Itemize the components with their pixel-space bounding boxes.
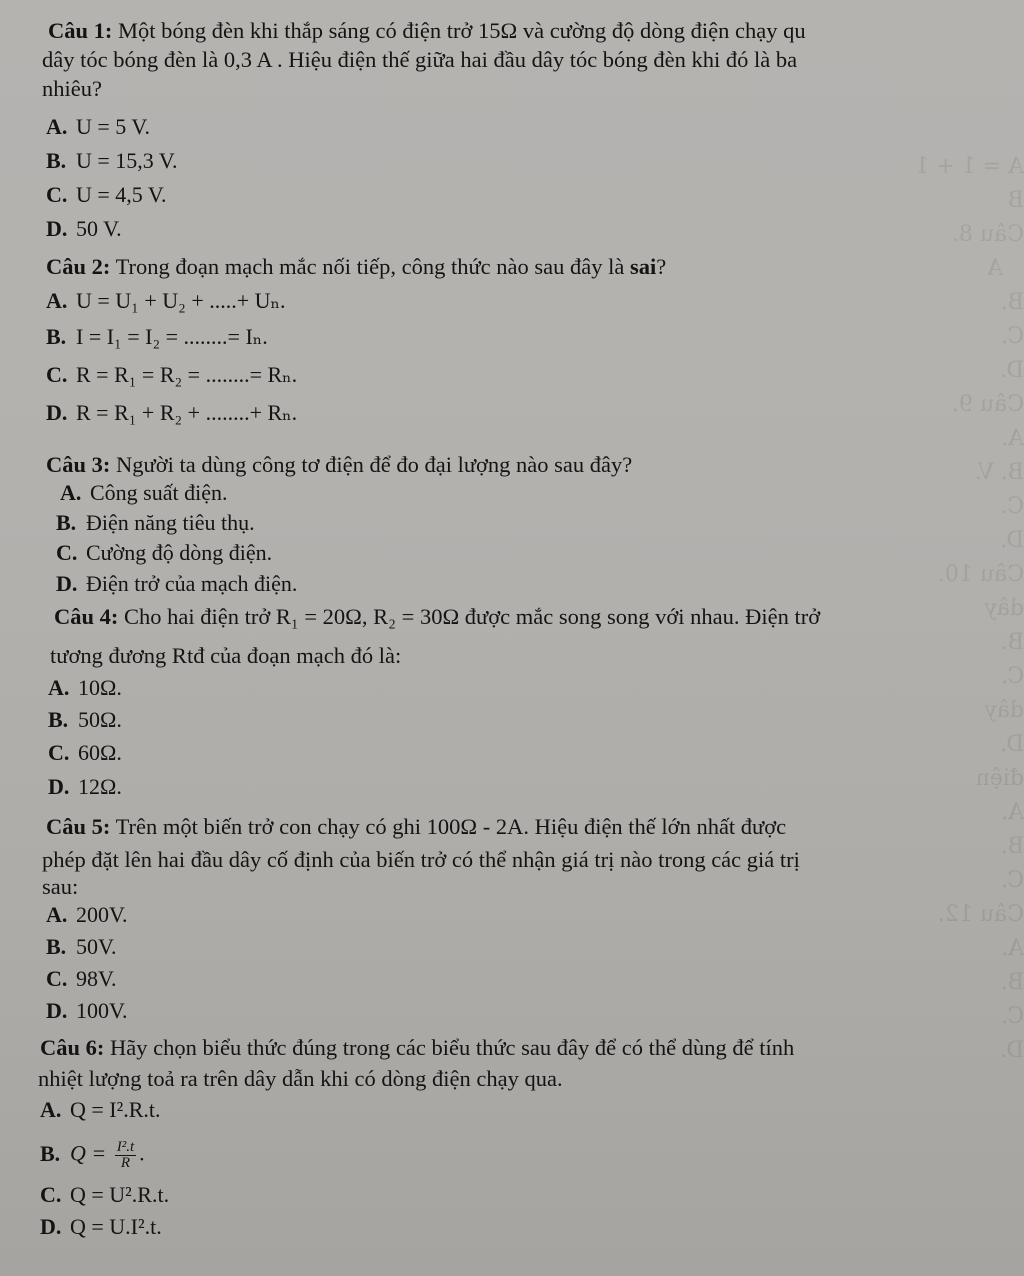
fraction-numerator: I².t — [116, 1139, 135, 1155]
question-6-line-1: Câu 6: Hãy chọn biểu thức đúng trong các biểu thức sau đây để có thể dùng để tính — [40, 1035, 795, 1060]
question-1-line-2: dây tóc bóng đèn là 0,3 A . Hiệu điện thế giữa hai đầu dây tóc bóng đèn khi đó là ba — [42, 47, 798, 72]
question-5-option-b: B. 50V. — [46, 934, 117, 959]
question-3-line-1: Câu 3: Người ta dùng công tơ điện để đo đại lượng nào sau đây? — [46, 452, 633, 477]
question-1-line-3: nhiêu? — [42, 76, 102, 101]
question-1-text: Một bóng đèn khi thắp sáng có điện trở 15Ω và cường độ dòng điện chạy qu — [112, 18, 806, 43]
question-3-option-d: D. Điện trở của mạch điện. — [56, 571, 298, 596]
question-5-option-a: A. 200V. — [46, 902, 128, 927]
question-5-line-1: Câu 5: Trên một biến trở con chạy có ghi 100Ω - 2A. Hiệu điện thế lớn nhất được — [46, 814, 787, 839]
question-4-option-b: B. 50Ω. — [48, 707, 122, 732]
bleed-through-texture: A = 1 + 1 B Câu 8. A B. C. D. Câu 9. A. B. V. C. D. Câu 10. dây B. C. dây D. điện A. B. C. Câu 12. A. B. C. D. — [915, 154, 1024, 1063]
question-2-option-c: C. R = R₁ = R₂ = ........= Rₙ. — [46, 362, 298, 387]
question-6-label: Câu 6: — [40, 1035, 105, 1060]
question-2-option-a: A. U = U₁ + U₂ + .....+ Uₙ. — [46, 288, 286, 313]
question-6-option-d: D. Q = U.I².t. — [40, 1214, 162, 1239]
question-4-option-a: A. 10Ω. — [48, 675, 122, 700]
question-2-label: Câu 2: — [46, 254, 111, 279]
question-1-option-b: B. U = 15,3 V. — [46, 148, 178, 173]
question-3-option-a: A. Công suất điện. — [60, 480, 228, 505]
question-6-option-b: B. Q = $\frac{\text{I².t}}{R}$ . — [40, 1139, 145, 1171]
question-5-option-d: D. 100V. — [46, 998, 128, 1023]
question-4-line-1: Câu 4: Cho hai điện trở R₁ = 20Ω, R₂ = 30Ω được mắc song song với nhau. Điện trở — [54, 604, 821, 629]
keyword-sai: sai — [629, 254, 657, 279]
question-5-line-2: phép đặt lên hai đầu dây cố định của biến trở có thể nhận giá trị nào trong các giá trị — [42, 847, 800, 872]
question-2-line-1: Câu 2: Trong đoạn mạch mắc nối tiếp, công thức nào sau đây là sai? — [46, 254, 667, 279]
question-5-line-3: sau: — [42, 874, 79, 899]
question-6-option-c: C. Q = U².R.t. — [40, 1182, 170, 1207]
question-4-option-c: C. 60Ω. — [48, 740, 122, 765]
question-4-line-2: tương đương Rtđ của đoạn mạch đó là: — [50, 643, 402, 668]
question-1-option-c: C. U = 4,5 V. — [46, 182, 167, 207]
question-4-label: Câu 4: — [54, 604, 119, 629]
question-1-option-a: A. U = 5 V. — [46, 114, 150, 139]
question-1-option-d: D. 50 V. — [46, 216, 122, 241]
question-5-option-c: C. 98V. — [46, 966, 117, 991]
question-1-line-1 — [48, 18, 806, 44]
question-6-option-a: A. Q = I².R.t. — [40, 1097, 161, 1122]
question-3-option-b: B. Điện năng tiêu thụ. — [56, 510, 255, 535]
question-3-option-c: C. Cường độ dòng điện. — [56, 540, 273, 565]
fraction-denominator: R — [120, 1155, 131, 1171]
question-2-option-b: B. I = I₁ = I₂ = ........= Iₙ. — [46, 324, 268, 349]
question-5-label: Câu 5: — [46, 814, 111, 839]
question-4-option-d: D. 12Ω. — [48, 774, 122, 799]
question-1-label: Câu 1: — [48, 18, 113, 43]
fraction — [115, 1140, 136, 1171]
question-6-line-2: nhiệt lượng toả ra trên dây dẫn khi có dòng điện chạy qua. — [38, 1066, 563, 1091]
question-3-label: Câu 3: — [46, 452, 111, 477]
question-2-option-d: D. R = R₁ + R₂ + ........+ Rₙ. — [46, 400, 298, 425]
